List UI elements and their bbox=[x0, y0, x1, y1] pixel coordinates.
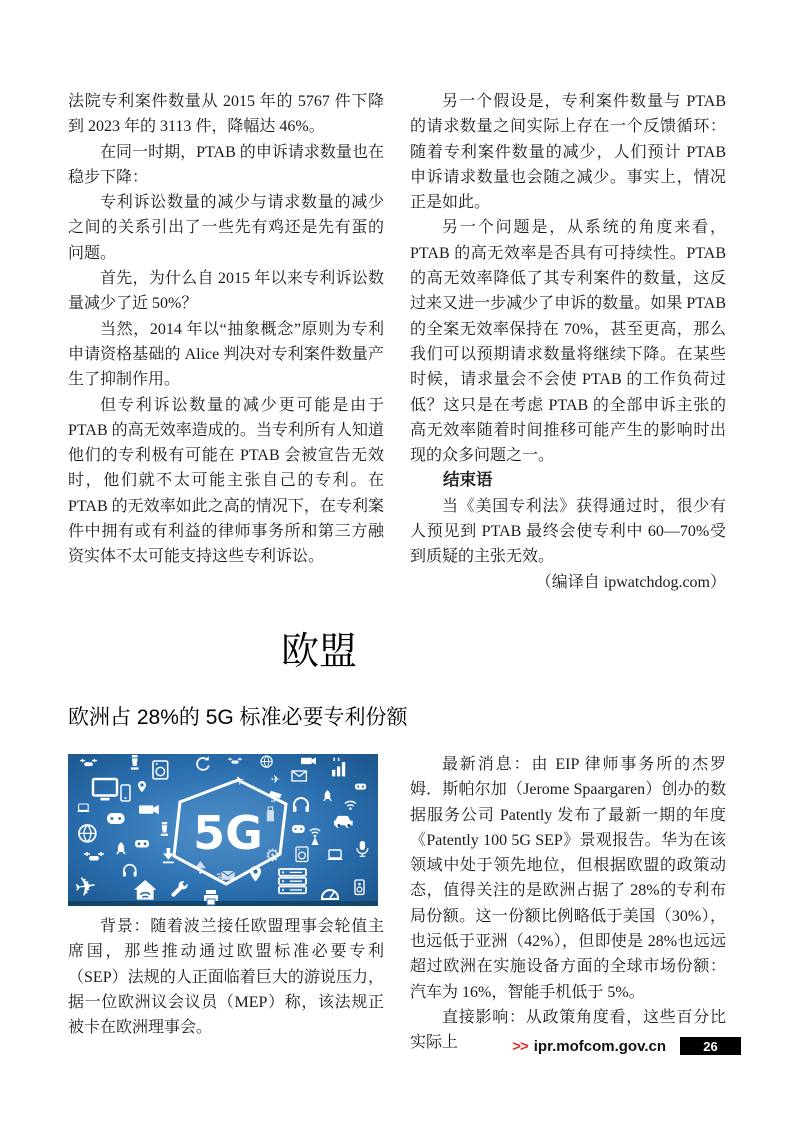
paragraph: 当然，2014 年以“抽象概念”原则为专利申请资格基础的 Alice 判决对专利案件数量产生了抑制作用。 bbox=[68, 320, 384, 389]
us-article-columns bbox=[68, 89, 726, 595]
paragraph-subheading: 结束语 bbox=[443, 471, 493, 490]
game-controller-icon bbox=[107, 813, 125, 824]
eu-article-right-column bbox=[410, 752, 726, 1056]
article-title-5g-sep: 欧洲占 28%的 5G 标准必要专利份额 bbox=[68, 706, 408, 729]
eu-article-left-text bbox=[68, 914, 384, 1040]
paragraph: 另一个假设是，专利案件数量与 PTAB 的请求数量之间实际上存在一个反馈循环：随着专利案件数量的减少，人们预计 PTAB 申诉请求数量也会随之减少。事实上，情况正是如此。 bbox=[410, 93, 726, 212]
paragraph: 背景：随着波兰接任欧盟理事会轮值主席国，那些推动通过欧盟标准必要专利（SEP）法规的人正面临着巨大的游说压力，据一位欧洲议会议员（MEP）称，该法规正被卡在欧洲理事会。 bbox=[68, 918, 384, 1037]
paragraph: 法院专利案件数量从 2015 年的 5767 件下降到 2023 年的 3113 件，降幅达 46%。 bbox=[68, 93, 384, 136]
paragraph: 当《美国专利法》获得通过时，很少有人预见到 PTAB 最终会使专利中 60—70%受到质疑的主张无效。 （编译自 ipwatchdog.com） bbox=[410, 494, 726, 570]
paragraph: 最新消息：由 EIP 律师事务所的杰罗姆．斯帕尔加（Jerome Spaargaren）创办的数据服务公司 Patently 发布了最新一期的年度《Patently 100 5G SEP》景观报告。华为在该领域中处于领先地位，但根据欧盟的政策动态，值得关注的是欧洲占据了 28%的专利布局份额。这一份额比例略低于美国（30%），也远低于亚洲（42%），但即使是 28%也远远超过欧洲在实施设备方面的全球市场份额：汽车为 16%，智能手机低于 5%。 bbox=[410, 756, 726, 1001]
paragraph: 首先，为什么自 2015 年以来专利诉讼数量减少了近 50%？ bbox=[68, 270, 384, 313]
airplane-big-icon: ✈ bbox=[72, 871, 99, 904]
chevron-icon: >> bbox=[512, 1037, 528, 1055]
us-article-left-column bbox=[68, 89, 384, 595]
footer-site-url[interactable]: ipr.mofcom.gov.cn bbox=[533, 1037, 666, 1055]
eu-article-left-column bbox=[68, 752, 384, 1056]
vr-headset2-icon bbox=[135, 840, 149, 848]
page-footer bbox=[0, 1035, 794, 1057]
airplane-icon: ✈ bbox=[271, 773, 281, 786]
paragraph: 但专利诉讼数量的减少更可能是由于 PTAB 的高无效率造成的。当专利所有人知道他们的专利极有可能在 PTAB 会被宣告无效时，他们就不太可能主张自己的专利。在 PTAB 的无效率如此之高的情况下，在专利案件中拥有或有利益的律师事务所和第三方融资实体不太可能支持这些专利诉讼。 bbox=[68, 396, 384, 566]
attribution-source: （编译自 ipwatchdog.com） bbox=[535, 573, 726, 591]
paragraph: 专利诉讼数量的减少与请求数量的减少之间的关系引出了一些先有鸡还是先有蛋的问题。 bbox=[68, 194, 384, 262]
5g-iot-illustration bbox=[68, 754, 378, 906]
cassette-icon bbox=[292, 825, 305, 833]
paragraph: 另一个问题是，从系统的角度来看，PTAB 的高无效率是否具有可持续性。PTAB 的高无效率降低了其专利案件的数量，这反过来又进一步减少了申诉的数量。如果 PTAB 的全案无效率保持在 70%，甚至更高，那么我们可以预期请求数量将继续下降。在某些时候，请求量会不会使 PTAB 的工作负荷过低？这只是在考虑 PTAB 的全部申诉主张的高无效率随着时间推移可能产生的影响时出现的众多问题之一。 bbox=[410, 219, 726, 465]
page-number-badge: 26 bbox=[680, 1037, 741, 1055]
paragraph: 直接影响：从政策角度看，这些百分比实际上 bbox=[410, 1008, 726, 1052]
vr-headset-icon bbox=[355, 784, 366, 790]
5g-label: 5G bbox=[193, 806, 263, 860]
eu-article-columns bbox=[68, 752, 726, 1056]
paragraph: 在同一时期，PTAB 的申诉请求数量也在稳步下降： bbox=[68, 143, 384, 186]
us-article-right-column bbox=[410, 89, 726, 595]
section-heading-eu: 欧盟 bbox=[280, 631, 357, 673]
